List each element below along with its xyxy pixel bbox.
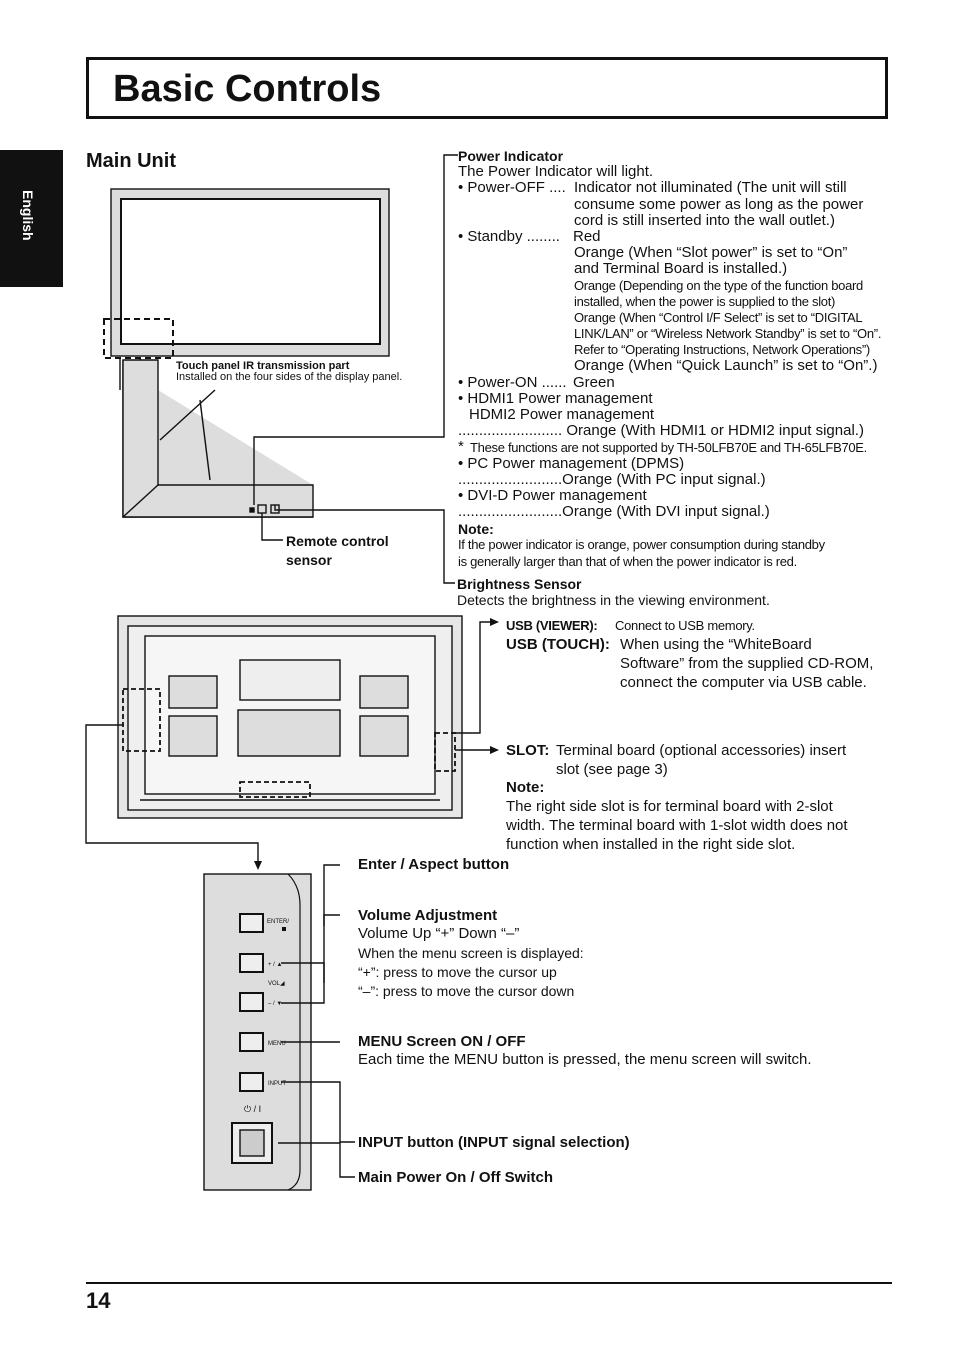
- power-on-label: • Power-ON ......: [458, 374, 567, 391]
- pc-orange: .........................Orange (With PC input signal.): [458, 471, 766, 488]
- power-off-text-1: Indicator not illuminated (The unit will still: [574, 179, 847, 196]
- remote-sensor-label-1: Remote control: [286, 533, 389, 549]
- hdmi2-power: HDMI2 Power management: [469, 406, 655, 423]
- power-off-text-2: consume some power as long as the power: [574, 196, 864, 213]
- slot-label: SLOT:: [506, 742, 550, 759]
- standby-orange1-2: and Terminal Board is installed.): [574, 260, 788, 277]
- standby-orange2-2: installed, when the power is supplied to the slot): [574, 294, 836, 309]
- remote-sensor-label-2: sensor: [286, 552, 332, 568]
- slot-note-text-1: The right side slot is for terminal board with 2-slot: [506, 798, 833, 815]
- touch-panel-heading: Touch panel IR transmission part: [176, 360, 350, 372]
- enter-button-label: ENTER/: [267, 919, 290, 925]
- footnote-text: These functions are not supported by TH-50LFB70E and TH-65LFB70E.: [470, 440, 867, 455]
- usb-viewer-label: USB (VIEWER):: [506, 618, 598, 633]
- menu-button-label: MENU: [268, 1041, 286, 1047]
- usb-viewer-text: Connect to USB memory.: [615, 618, 755, 633]
- brightness-heading: Brightness Sensor: [457, 576, 582, 592]
- minus-button-label: – / ▼: [268, 1001, 283, 1007]
- page-title: Basic Controls: [113, 68, 382, 110]
- volume-minus-note: “–”: press to move the cursor down: [358, 983, 575, 999]
- usb-touch-text-2: Software” from the supplied CD-ROM,: [620, 655, 874, 672]
- slot-note-heading: Note:: [506, 779, 545, 796]
- brightness-text: Detects the brightness in the viewing environment.: [457, 592, 770, 608]
- vol-label: VOL◢: [268, 981, 285, 987]
- page-number: 14: [86, 1288, 111, 1313]
- touch-panel-text: Installed on the four sides of the display panel.: [176, 371, 403, 383]
- volume-menu-note: When the menu screen is displayed:: [358, 945, 584, 961]
- power-off-text-3: cord is still inserted into the wall outlet.): [574, 212, 835, 229]
- standby-orange3-3: Refer to “Operating Instructions, Network Operations”): [574, 342, 870, 357]
- volume-plus-note: “+”: press to move the cursor up: [358, 964, 557, 980]
- usb-touch-text-1: When using the “WhiteBoard: [620, 636, 812, 653]
- standby-orange4: Orange (When “Quick Launch” is set to “On”.): [574, 357, 878, 374]
- power-off-label: • Power-OFF ....: [458, 179, 566, 196]
- volume-heading: Volume Adjustment: [358, 907, 498, 924]
- power-note-text-1: If the power indicator is orange, power consumption during standby: [458, 537, 825, 552]
- power-indicator-intro: The Power Indicator will light.: [458, 163, 654, 180]
- power-note-text-2: is generally larger than that of when the power indicator is red.: [458, 554, 797, 569]
- slot-text-1: Terminal board (optional accessories) insert: [556, 742, 847, 759]
- standby-orange1-1: Orange (When “Slot power” is set to “On”: [574, 244, 848, 261]
- standby-orange2-1: Orange (Depending on the type of the function board: [574, 278, 863, 293]
- hdmi-orange: ......................... Orange (With HDMI1 or HDMI2 input signal.): [458, 422, 864, 439]
- power-note-heading: Note:: [458, 521, 494, 537]
- input-heading: INPUT button (INPUT signal selection): [358, 1134, 630, 1151]
- footnote-asterisk: *: [458, 438, 464, 455]
- standby-label: • Standby ........: [458, 228, 560, 245]
- input-button-label: INPUT: [268, 1081, 286, 1087]
- volume-text: Volume Up “+” Down “–”: [358, 925, 520, 942]
- enter-heading: Enter / Aspect button: [358, 856, 510, 873]
- dvi-power: • DVI-D Power management: [458, 487, 647, 504]
- power-on-text: Green: [573, 374, 615, 391]
- hdmi1-power: • HDMI1 Power management: [458, 390, 653, 407]
- standby-orange3-2: LINK/LAN” or “Wireless Network Standby” is set to “On”.: [574, 326, 882, 341]
- usb-touch-text-3: connect the computer via USB cable.: [620, 674, 867, 691]
- usb-touch-label: USB (TOUCH):: [506, 636, 610, 653]
- standby-red: Red: [573, 228, 601, 245]
- power-indicator-heading: Power Indicator: [458, 148, 564, 164]
- rear-panel-illustration: [118, 616, 462, 818]
- language-tab-label: English: [20, 190, 36, 241]
- power-switch-label: ⏻ / I: [244, 1104, 262, 1114]
- slot-note-text-3: function when installed in the right side slot.: [506, 836, 796, 853]
- menu-text: Each time the MENU button is pressed, the menu screen will switch.: [358, 1051, 812, 1068]
- slot-text-2: slot (see page 3): [556, 761, 668, 778]
- menu-heading: MENU Screen ON / OFF: [358, 1033, 526, 1050]
- footer-rule: [86, 1282, 892, 1284]
- pc-power: • PC Power management (DPMS): [458, 455, 685, 472]
- zoomed-corner-illustration: [123, 360, 313, 517]
- dvi-orange: .........................Orange (With DVI input signal.): [458, 503, 770, 520]
- section-heading: Main Unit: [86, 150, 176, 172]
- standby-orange3-1: Orange (When “Control I/F Select” is set to “DIGITAL: [574, 310, 863, 325]
- power-switch-heading: Main Power On / Off Switch: [358, 1169, 554, 1186]
- plus-button-label: + / ▲: [268, 962, 283, 968]
- slot-note-text-2: width. The terminal board with 1-slot width does not: [506, 817, 848, 834]
